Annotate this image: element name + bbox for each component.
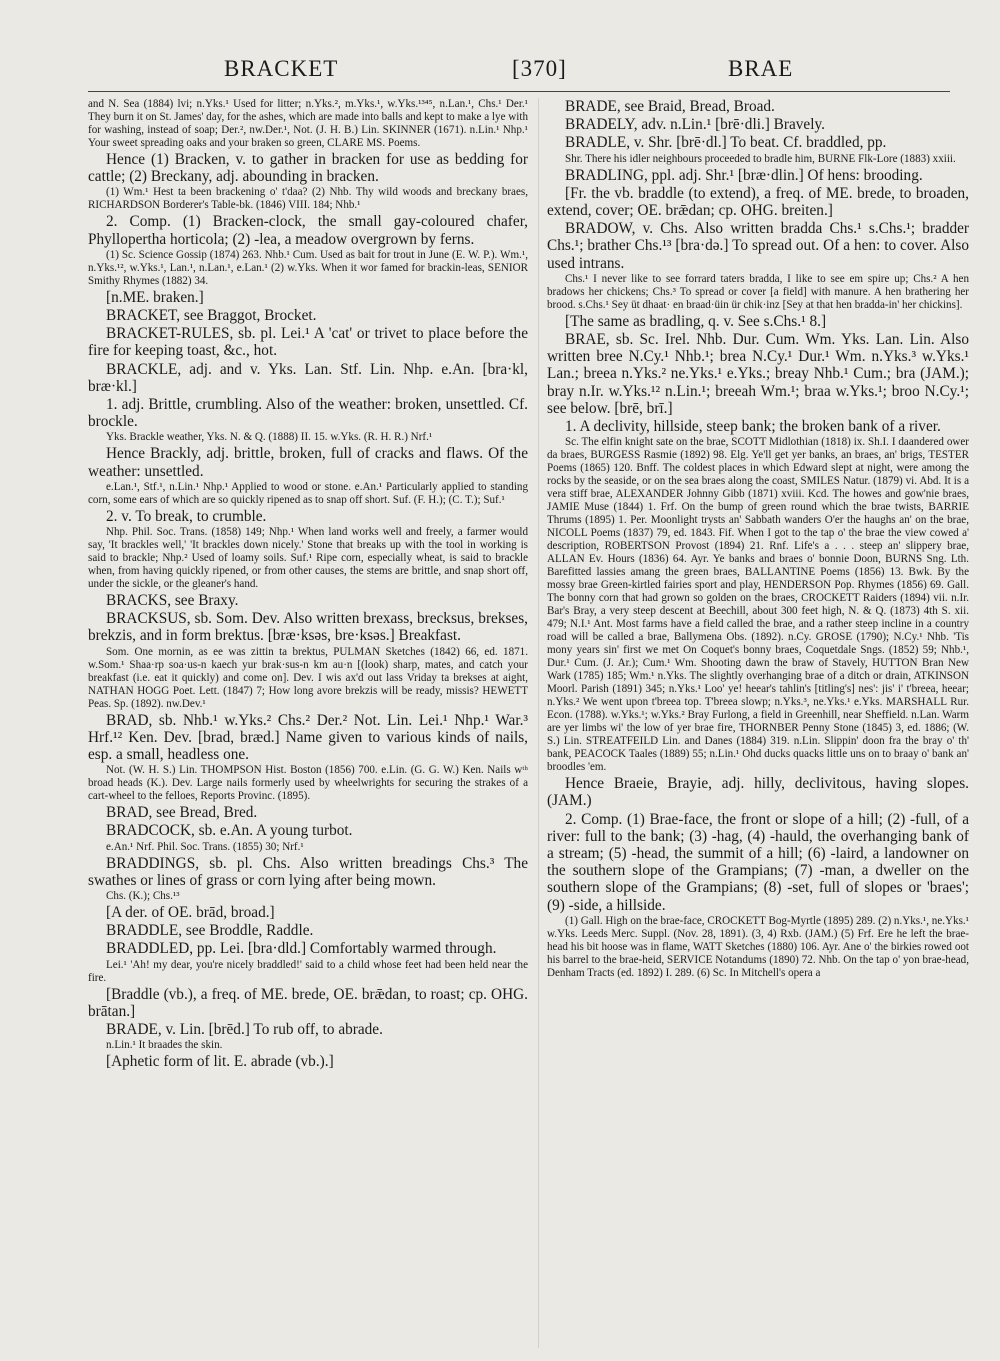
citation-paragraph: Lei.¹ 'Ah! my dear, you're nicely braddled!' said to a child whose feet had been held near the fire. bbox=[88, 958, 528, 984]
citation-paragraph: Yks. Brackle weather, Yks. N. & Q. (1888) II. 15. w.Yks. (R. H. R.) Nrf.¹ bbox=[106, 431, 433, 444]
entry-paragraph: [The same as bradling, q. v. See s.Chs.¹ 8.] bbox=[565, 312, 827, 330]
citation-paragraph: (1) Wm.¹ Hest ta been brackening o' t'daa? (2) Nhb. Thy wild woods and breckany braes, RICHARDSON Borderer's Table-bk. (1846) VIII. 184; Nhb.¹ bbox=[88, 186, 528, 212]
header-rule bbox=[88, 91, 950, 92]
entry-paragraph: [Fr. the vb. braddle (to extend), a freq. of ME. brede, to broaden, extend, cover; OE. brǣdan; cp. OHG. breiten.] bbox=[547, 184, 969, 220]
citation-paragraph: (1) Sc. Science Gossip (1874) 263. Nhb.¹ Cum. Used as bait for trout in June (E. W. P.). Wm.¹, n.Yks.¹², w.Yks.¹, Lan.¹, n.Lan.¹, e.Lan.¹ (2) w.Yks. When it wor famed for brackin-leas, SENIOR Smithy Rhymes (1882) 34. bbox=[88, 248, 528, 287]
entry-paragraph: [Aphetic form of lit. E. abrade (vb.).] bbox=[106, 1053, 334, 1071]
entry-paragraph: BRADDLE, see Broddle, Raddle. bbox=[106, 922, 314, 940]
citation-paragraph: Sc. The elfin knight sate on the brae, SCOTT Midlothian (1818) ix. Sh.I. I daandered ower da braes, BURGESS Rasmie (1892) 98. Elg. Ye'll get yer banks, an braes, an' brigs, TESTER Poems (1865) 120. Bnff. The coldest places in which Edward slept at night, were among the rocks by the seaside, or on the sea braes along the coast, SMILES Natur. (1879) vi. Abd. It is a vera stiff brae, ALEXANDER Johnny Gibb (1871) xviii. Kcd. The howes and gow'nie braes, JAMIE Muse (1844) 1. Frf. On the bump of green round which the brae twists, BARRIE Thrums (1895) 1. Per. Moonlight trysts an' Sabbath wanders O'er the haughs an' on the brae, NICOLL Poems (1837) 79, ed. 1843. Fif. When I got to the tap o' the brae the view cowed a' description, ROBERTSON Provost (1894) 21. Rnf. Life's a . . . steep an' slippery brae, ALLAN Ev. Hours (1836) 64. Ayr. Ye banks and braes o' bonnie Doon, BURNS Sng. Lth. Barefitted lassies amang the green braes, BALLANTINE Poems (1856) 13. Bwk. By the mossy brae Green-kirtled fairies sport and play, HENDERSON Pop. Rhymes (1856) 69. Gall. The bonny corn that had grown so golden on the braes, CROCKETT Raiders (1894) vii. n.Ir. Bar's Bray, a very steep descent at Beechill, about 300 feet high, N. & Q. (1873) 4th S. xii. 479; N.I.¹ Ant. Most farms have a field called the brae, and a rather steep incline in a country road will be called a brae, Ballymena Obs. (1892). n.Cy. GROSE (1790); N.Cy.¹ Nhb. 'Tis mony years sin' first we met On Coquet's bonny braes, Coquetdale Sngs. (1852) 59; Nhb.¹, Dur.¹ Cum. (J. Ar.); Cum.¹ Wm. Shooting dawn the braw of Stavely, HUTTON Bran New Wark (1785) 185; Wm.¹ n.Yks. The slightly overhanging brae of a ditch or drain, ATKINSON Moorl. Parish (1891) 345; n.Yks.¹ Loo' ye! heear's tahlin's [titling's] nes': jis' i' t'breea, heear; n.Yks.² We went upon t'breea top. T'breea slowp; n.Yks.³, ne.Yks.¹ e.Yks. MARSHALL Rur. Econ. (1788). w.Yks.¹; w.Yks.² Bray Furlong, a field in Greenhill, near Sheffield. n.Lan. Warm are yer limbs wi' the low of yer brae fire, THORNBER Penny Stone (1845) 3, ed. 1886; (W. S.) Lin. STREATFEILD Lin. and Danes (1884) 319. n.Lin. Slippin' doon fra the bray o' th' bank, PEACOCK Taales (1889) 55; n.Lin.¹ Ohd ducks quacks little uns on to braay o' bank an' broodles 'em. bbox=[547, 436, 969, 774]
entry-paragraph: Hence Braeie, Brayie, adj. hilly, declivitous, having slopes. (JAM.) bbox=[547, 775, 969, 810]
entry-paragraph: BRADLING, ppl. adj. Shr.¹ [bræ·dlin.] Of hens: brooding. bbox=[565, 166, 923, 184]
running-header bbox=[88, 56, 950, 90]
entry-paragraph: [Braddle (vb.), a freq. of ME. brede, OE. brǣdan, to roast; cp. OHG. brātan.] bbox=[88, 985, 528, 1020]
entry-paragraph: BRADLE, v. Shr. [brē·dl.] To beat. Cf. braddled, pp. bbox=[565, 134, 887, 152]
entry-paragraph: 1. adj. Brittle, crumbling. Also of the weather: broken, unsettled. Cf. brockle. bbox=[88, 396, 528, 431]
header-left-word: BRACKET bbox=[224, 56, 339, 81]
citation-paragraph: e.Lan.¹, Stf.¹, n.Lin.¹ Nhp.¹ Applied to wood or stone. e.An.¹ Particularly applied to standing corn, some ears of which are so quickly ripened as to snap off short. Suf. (F. H.); (C. T.); Suf.¹ bbox=[88, 480, 528, 506]
entry-paragraph: 2. Comp. (1) Brae-face, the front or slope of a hill; (2) -full, of a river: full to the bank; (3) -hag, (4) -hauld, the overhanging bank of a stream; (5) -head, the summit of a hill; (6) -laird, a landowner on the southern slope of the Grampians; (7) -man, a dweller on the southern slope of the Grampians; (8) -set, full of slopes or 'braes'; (9) -side, a hillside. bbox=[547, 810, 969, 914]
entry-paragraph: 2. Comp. (1) Bracken-clock, the small gay-coloured chafer, Phyllopertha horticola; (2) -lea, a meadow overgrown by ferns. bbox=[88, 213, 528, 248]
entry-paragraph: BRACKLE, adj. and v. Yks. Lan. Stf. Lin. Nhp. e.An. [bra·kl, bræ·kl.] bbox=[88, 360, 528, 395]
left-column bbox=[88, 98, 528, 1348]
citation-paragraph: n.Lin.¹ It braades the skin. bbox=[106, 1039, 223, 1052]
citation-paragraph: Nhp. Phil. Soc. Trans. (1858) 149; Nhp.¹ When land works well and freely, a farmer would say, 'It brackles well,' 'It brackles down nicely.' Stone that breaks up with the tool in working is said to brackle; Nhp.² Used of loamy soils. Suf.¹ Ripe corn, especially wheat, is said to brackle when, from having quickly ripened, or from other causes, the stems are brittle, and snap short off, under the sickle, or the gleaner's hand. bbox=[88, 526, 528, 591]
header-right-word: BRAE bbox=[728, 56, 794, 81]
entry-paragraph: BRADE, v. Lin. [brēd.] To rub off, to abrade. bbox=[106, 1021, 383, 1039]
citation-paragraph: Chs. (K.); Chs.¹³ bbox=[106, 890, 180, 903]
entry-paragraph: Hence Brackly, adj. brittle, broken, full of cracks and flaws. Of the weather: unsettled. bbox=[88, 445, 528, 480]
entry-paragraph: BRAD, see Bread, Bred. bbox=[106, 804, 258, 822]
citation-paragraph: and N. Sea (1884) lvi; n.Yks.¹ Used for litter; n.Yks.², m.Yks.¹, w.Yks.¹³⁴⁵, n.Lan.¹, Chs.¹ Der.¹ They burn it on St. James' day, for the ashes, which are made into balls and kept to make a lye with for washing, instead of soap; Der.², nw.Der.¹, Not. (J. H. B.) Lin. SKINNER (1671). n.Lin.¹ Nhp.¹ Your sweet spreading oaks and your braken so green, CLARE MS. Poems. bbox=[88, 98, 528, 149]
citation-paragraph: Chs.¹ I never like to see forrard taters bradda, I like to see em spire up; Chs.² A hen bradows her chickens; Chs.³ To spread or cover [a field] with manure. A hen brathering her brood. s.Chs.¹ Sey üt dhaat· en braad·üin ür chik·inz [Sey at that hen bradda-in' her chickins]. bbox=[547, 272, 969, 311]
entry-paragraph: BRACKET-RULES, sb. pl. Lei.¹ A 'cat' or trivet to place before the fire for keeping toast, &c., hot. bbox=[88, 325, 528, 360]
entry-paragraph: [A der. of OE. brād, broad.] bbox=[106, 904, 275, 922]
entry-paragraph: BRADOW, v. Chs. Also written bradda Chs.¹ s.Chs.¹; bradder Chs.¹; brather Chs.¹³ [bra·də.] To spread out. Of a hen: to cover. Also used intrans. bbox=[547, 220, 969, 272]
entry-paragraph: 2. v. To break, to crumble. bbox=[106, 507, 267, 525]
column-gutter bbox=[538, 98, 539, 1348]
citation-paragraph: (1) Gall. High on the brae-face, CROCKETT Bog-Myrtle (1895) 289. (2) n.Yks.¹, ne.Yks.¹ w.Yks. Leeds Merc. Suppl. (Nov. 28, 1891). (3, 4) Rxb. (JAM.) (5) Frf. Ere he left the brae-head his bit hoose was in flame, WATT Sketches (1880) 106. Ayr. Ane o' the birkies rowed oot his barrel to the brae-heid, SERVICE Notandums (1890) 72. Nhb. On the tap o' yon brae-head, Denham Tracts (ed. 1892) I. 289. (6) Sc. In Mitchell's opera a bbox=[547, 914, 969, 979]
entry-paragraph: BRADDLED, pp. Lei. [bra·dld.] Comfortably warmed through. bbox=[106, 940, 497, 958]
entry-paragraph: Hence (1) Bracken, v. to gather in bracken for use as bedding for cattle; (2) Breckany, adj. abounding in bracken. bbox=[88, 151, 528, 186]
entry-paragraph: BRACKSUS, sb. Som. Dev. Also written brexass, brecksus, brekses, brekzis, and in form brektus. [bræ·ksəs, bre·ksəs.] Breakfast. bbox=[88, 610, 528, 645]
citation-paragraph: Not. (W. H. S.) Lin. THOMPSON Hist. Boston (1856) 700. e.Lin. (G. G. W.) Ken. Nails wᵗʰ broad heads (K.). Dev. Large nails formerly used by wheelwrights for securing the strakes of a cart-wheel to the felloes, Reports Provinc. (1895). bbox=[88, 764, 528, 803]
entry-paragraph: BRACKET, see Braggot, Brocket. bbox=[106, 307, 317, 325]
entry-paragraph: 1. A declivity, hillside, steep bank; the broken bank of a river. bbox=[565, 418, 941, 436]
entry-paragraph: BRAE, sb. Sc. Irel. Nhb. Dur. Cum. Wm. Yks. Lan. Lin. Also written bree N.Cy.¹ Nhb.¹; brea N.Cy.¹ Dur.¹ Wm. n.Yks.³ w.Yks.¹ Lan.; breea n.Yks.² ne.Yks.¹ e.Yks.; breay Nhb.¹ Cum.; bra (JAM.); bray n.Ir. w.Yks.¹² n.Lin.¹; breeah Wm.¹; braa w.Yks.¹; broo N.Cy.¹; see below. [brē, brī.] bbox=[547, 331, 969, 417]
entry-paragraph: BRADCOCK, sb. e.An. A young turbot. bbox=[106, 822, 353, 840]
citation-paragraph: Som. One mornin, as ee was zittin ta brektus, PULMAN Sketches (1842) 66, ed. 1871. w.Som.¹ Shaa·rp soa·us-n kaech yur brak·sus-n km au·n [(look) sharp, mates, and catch your breakfast (i.e. eat it quickly) and come on]. Dev. I wis ax'd out lass Vriday ta brekses at aight, NATHAN HOGG Poet. Lett. (1847) 7; How long avore brekzis will be ready, missis? HEWETT Peas. Sp. (1892). nw.Dev.¹ bbox=[88, 645, 528, 710]
citation-paragraph: e.An.¹ Nrf. Phil. Soc. Trans. (1855) 30; Nrf.¹ bbox=[106, 840, 304, 853]
entry-paragraph: BRADDINGS, sb. pl. Chs. Also written breadings Chs.³ The swathes or lines of grass or corn lying after being mown. bbox=[88, 854, 528, 889]
entry-paragraph: BRADELY, adv. n.Lin.¹ [brē·dli.] Bravely. bbox=[565, 116, 825, 134]
right-column bbox=[547, 98, 969, 1348]
entry-paragraph: BRADE, see Braid, Bread, Broad. bbox=[565, 98, 775, 115]
entry-paragraph: BRACKS, see Braxy. bbox=[106, 592, 239, 610]
citation-paragraph: Shr. There his idler neighbours proceeded to bradle him, BURNE Flk-Lore (1883) xxiii. bbox=[565, 152, 956, 165]
page-number: [370] bbox=[512, 56, 567, 81]
entry-paragraph: BRAD, sb. Nhb.¹ w.Yks.² Chs.² Der.² Not. Lin. Lei.¹ Nhp.¹ War.³ Hrf.¹² Ken. Dev. [brad, bræd.] Name given to various kinds of nails, esp. a small, headless one. bbox=[88, 711, 528, 764]
entry-paragraph: [n.ME. braken.] bbox=[106, 288, 204, 306]
